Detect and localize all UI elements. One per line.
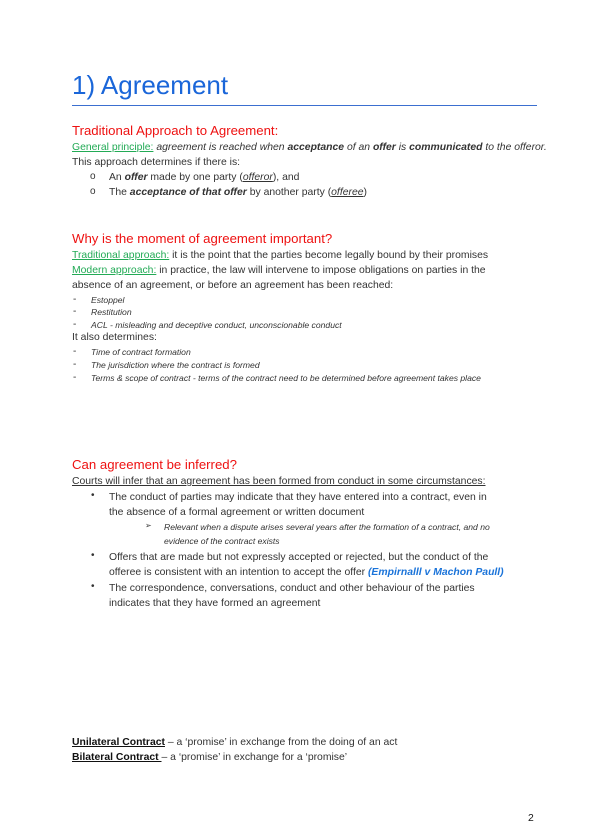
text: in practice, the law will intervene to impose obligations on parties in the [156,265,486,276]
determines-text: This approach determines if there is: [72,157,241,168]
bilateral-label: Bilateral Contract [72,752,162,763]
traditional-approach-label: Traditional approach: [72,250,170,261]
general-principle-label: General principle: [72,142,154,153]
text: it is the point that the parties become legally bound by their promises [169,250,489,261]
text: – a ‘promise’ in exchange for a ‘promise’ [161,752,348,763]
list-item [109,171,299,184]
modern-approach-label: Modern approach: [72,265,157,276]
text: of an [344,142,373,153]
title-rule [72,105,537,106]
text: offer [124,172,148,183]
text: ), and [272,172,300,183]
list-item: Time of contract formation [91,347,191,357]
page-title: 1) Agreement [72,70,229,100]
bullet-2-line-2 [109,566,504,579]
list-item: Terms & scope of contract - terms of the contract need to be determined before agreement takes place [91,373,481,383]
section-heading-moment: Why is the moment of agreement important? [72,231,333,246]
section-heading-inferred: Can agreement be inferred? [72,457,237,472]
unilateral-label: Unilateral Contract [72,737,165,748]
dash-bullet-icon: - [73,372,77,383]
bullet-3-line-1: The correspondence, conversations, conduct and other behaviour of the parties [109,583,475,594]
case-citation: (Empirnalll v Machon Paull) [367,567,504,578]
list-item: The jurisdiction where the contract is formed [91,360,260,370]
text: – a ‘promise’ in exchange from the doing of an act [164,737,398,748]
page-number: 2 [528,813,534,824]
circle-bullet-icon: o [90,186,96,197]
dash-bullet-icon: - [73,294,77,305]
general-principle-line [72,141,547,154]
bilateral-definition [72,751,347,764]
modern-approach-line [72,264,486,277]
list-item [109,186,367,199]
bullet-2-line-1: Offers that are made but not expressly accepted or rejected, but the conduct of the [109,552,489,563]
circle-bullet-icon: o [90,171,96,182]
arrow-bullet-icon: ➢ [145,521,152,530]
bullet-1-line-1: The conduct of parties may indicate that they have entered into a contract, even in [109,492,487,503]
also-determines-text: It also determines: [72,332,157,343]
list-item: Estoppel [91,295,125,305]
unilateral-definition [72,736,397,749]
text: offer [372,142,396,153]
text: agreement is reached when [153,142,288,153]
text: made by one party ( [147,172,243,183]
text: ) [363,187,367,198]
text: The [109,187,130,198]
text: is [395,142,410,153]
text: acceptance [287,142,345,153]
courts-intro: Courts will infer that an agreement has been formed from conduct in some circumstances: [72,476,486,487]
bullet-1-line-2: the absence of a formal agreement or written document [109,507,365,518]
text: by another party ( [246,187,332,198]
sub-bullet-line-2: evidence of the contract exists [164,536,280,546]
text: An [109,172,125,183]
text: acceptance of that offer [129,187,247,198]
list-item: Restitution [91,307,132,317]
section-heading-traditional: Traditional Approach to Agreement: [72,123,279,138]
sub-bullet-line-1: Relevant when a dispute arises several years after the formation of a contract, and no [164,522,490,532]
dash-bullet-icon: - [73,346,77,357]
dash-bullet-icon: - [73,306,77,317]
text: communicated [409,142,483,153]
traditional-approach-line [72,249,488,262]
text: to the offeror. [482,142,547,153]
list-item: ACL - misleading and deceptive conduct, unconscionable conduct [91,320,342,330]
modern-approach-line-2: absence of an agreement, or before an agreement has been reached: [72,280,394,291]
bullet-icon: • [91,581,95,592]
dash-bullet-icon: - [73,359,77,370]
dash-bullet-icon: - [73,319,77,330]
text: offeror [242,172,273,183]
bullet-icon: • [91,490,95,501]
bullet-3-line-2: indicates that they have formed an agreement [109,598,321,609]
text: offeree [331,187,364,198]
text: offeree is consistent with an intention to accept the offer [109,567,368,578]
bullet-icon: • [91,550,95,561]
